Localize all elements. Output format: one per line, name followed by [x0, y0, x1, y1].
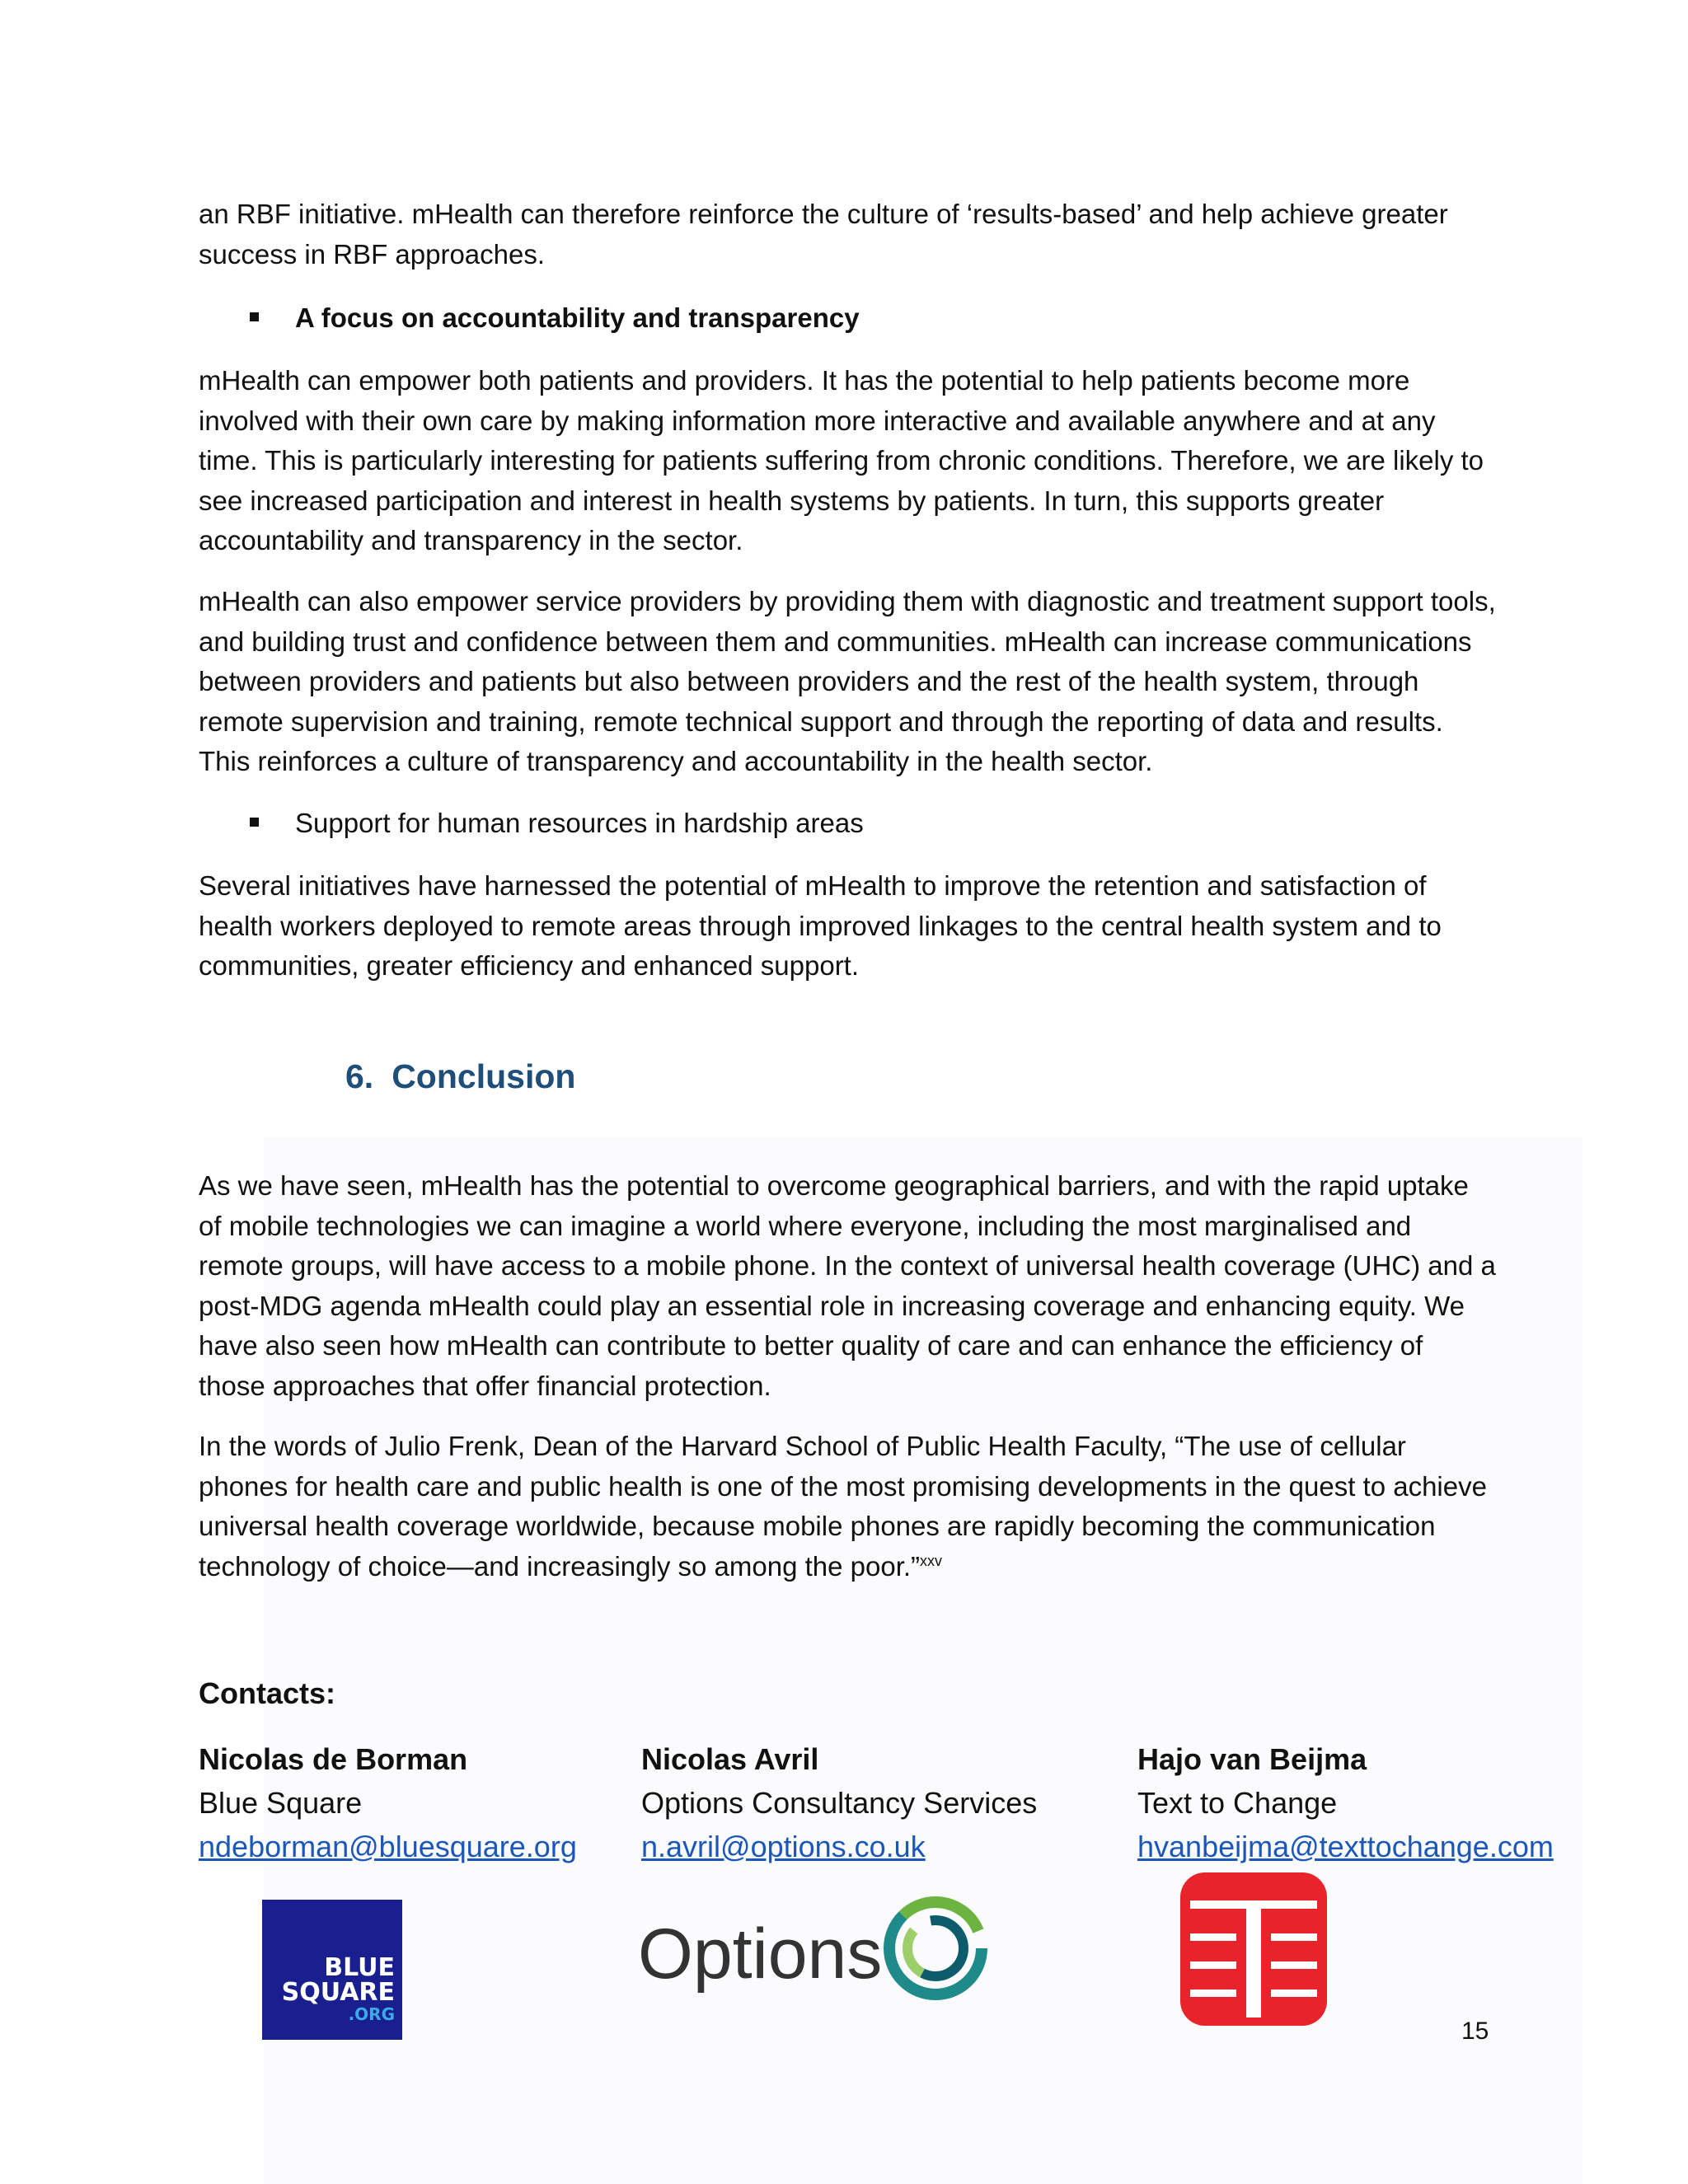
options-logo	[636, 1896, 992, 2011]
paragraph-empower-patients: mHealth can empower both patients and providers. It has the potential to help patients become more involved with their own care by making information more interactive and available anywhere and at any time. This is particularly interesting for patients suffering from chronic conditions. Therefore, we are likely to see increased participation and interest in health systems by patients. In turn, this supports greater accountability and transparency in the sector.	[199, 365, 1484, 555]
bullet-square-icon	[250, 818, 259, 827]
paragraph-conclusion-1: As we have seen, mHealth has the potential to overcome geographical barriers, and with the rapid uptake of mobile technologies we can imagine a world where everyone, including the most marginalised and remote groups, will have access to a mobile phone. In the context of universal health coverage (UHC) and a post-MDG agenda mHealth could play an essential role in increasing coverage and enhancing equity. We have also seen how mHealth can contribute to better quality of care and can enhance the efficiency of those approaches that offer financial protection.	[199, 1170, 1496, 1401]
endnote-reference[interactable]: xxv	[920, 1552, 943, 1569]
logo-text-blue: BLUE	[324, 1953, 395, 1982]
text-to-change-logo	[1179, 1871, 1329, 2027]
page-number: 15	[1461, 2018, 1489, 2045]
paragraph-conclusion-quote	[199, 1427, 1497, 1586]
contact-card-de-borman	[199, 1737, 577, 1868]
quote-text: In the words of Julio Frenk, Dean of the Harvard School of Public Health Faculty, “The use of cellular phones for health care and public health is one of the most promising developments in the quest to achieve universal health coverage worldwide, because mobile phones are rapidly becoming the communication technology of choice—and increasingly so among the poor.”	[199, 1431, 1487, 1582]
options-swirl-icon	[889, 1902, 982, 1994]
contact-email-link[interactable]: hvanbeijma@texttochange.com	[1137, 1830, 1554, 1863]
contact-name: Nicolas Avril	[641, 1742, 819, 1776]
contact-card-van-beijma	[1137, 1737, 1554, 1868]
contact-name: Nicolas de Borman	[199, 1742, 468, 1776]
bullet-label: Support for human resources in hardship areas	[295, 808, 864, 838]
logo-text-org: .ORG	[348, 2004, 395, 2024]
heading-title: Conclusion	[392, 1057, 576, 1095]
contact-card-avril	[641, 1737, 1037, 1868]
contact-email-link[interactable]: n.avril@options.co.uk	[641, 1830, 926, 1863]
options-wordmark: Options	[638, 1915, 883, 1994]
contact-organization: Blue Square	[199, 1786, 363, 1820]
contact-organization: Text to Change	[1137, 1786, 1338, 1820]
heading-number: 6.	[345, 1057, 374, 1095]
logo-text-square: SQUARE	[281, 1978, 395, 2007]
contact-email-link[interactable]: ndeborman@bluesquare.org	[199, 1830, 577, 1863]
bluesquare-logo	[262, 1900, 402, 2040]
contact-name: Hajo van Beijma	[1137, 1742, 1367, 1776]
bullet-label: A focus on accountability and transparency	[295, 302, 860, 333]
paragraph-empower-providers: mHealth can also empower service providers by providing them with diagnostic and treatment support tools, and building trust and confidence between them and communities. mHealth can increase communications between providers and patients but also between providers and the rest of the health system, through remote supervision and training, remote technical support and through the reporting of data and results. This reinforces a culture of transparency and accountability in the health sector.	[199, 586, 1496, 776]
paragraph-rbf: an RBF initiative. mHealth can therefore reinforce the culture of ‘results-based’ and help achieve greater success in RBF approaches.	[199, 199, 1448, 269]
paragraph-retention: Several initiatives have harnessed the potential of mHealth to improve the retention and satisfaction of health workers deployed to remote areas through improved linkages to the central health system and to communities, greater efficiency and enhanced support.	[199, 870, 1442, 981]
bullet-human-resources	[250, 804, 864, 843]
section-heading-conclusion	[345, 1053, 575, 1099]
contacts-label: Contacts:	[199, 1676, 336, 1710]
bullet-accountability	[250, 298, 860, 338]
bullet-square-icon	[250, 312, 259, 321]
contact-organization: Options Consultancy Services	[641, 1786, 1038, 1820]
